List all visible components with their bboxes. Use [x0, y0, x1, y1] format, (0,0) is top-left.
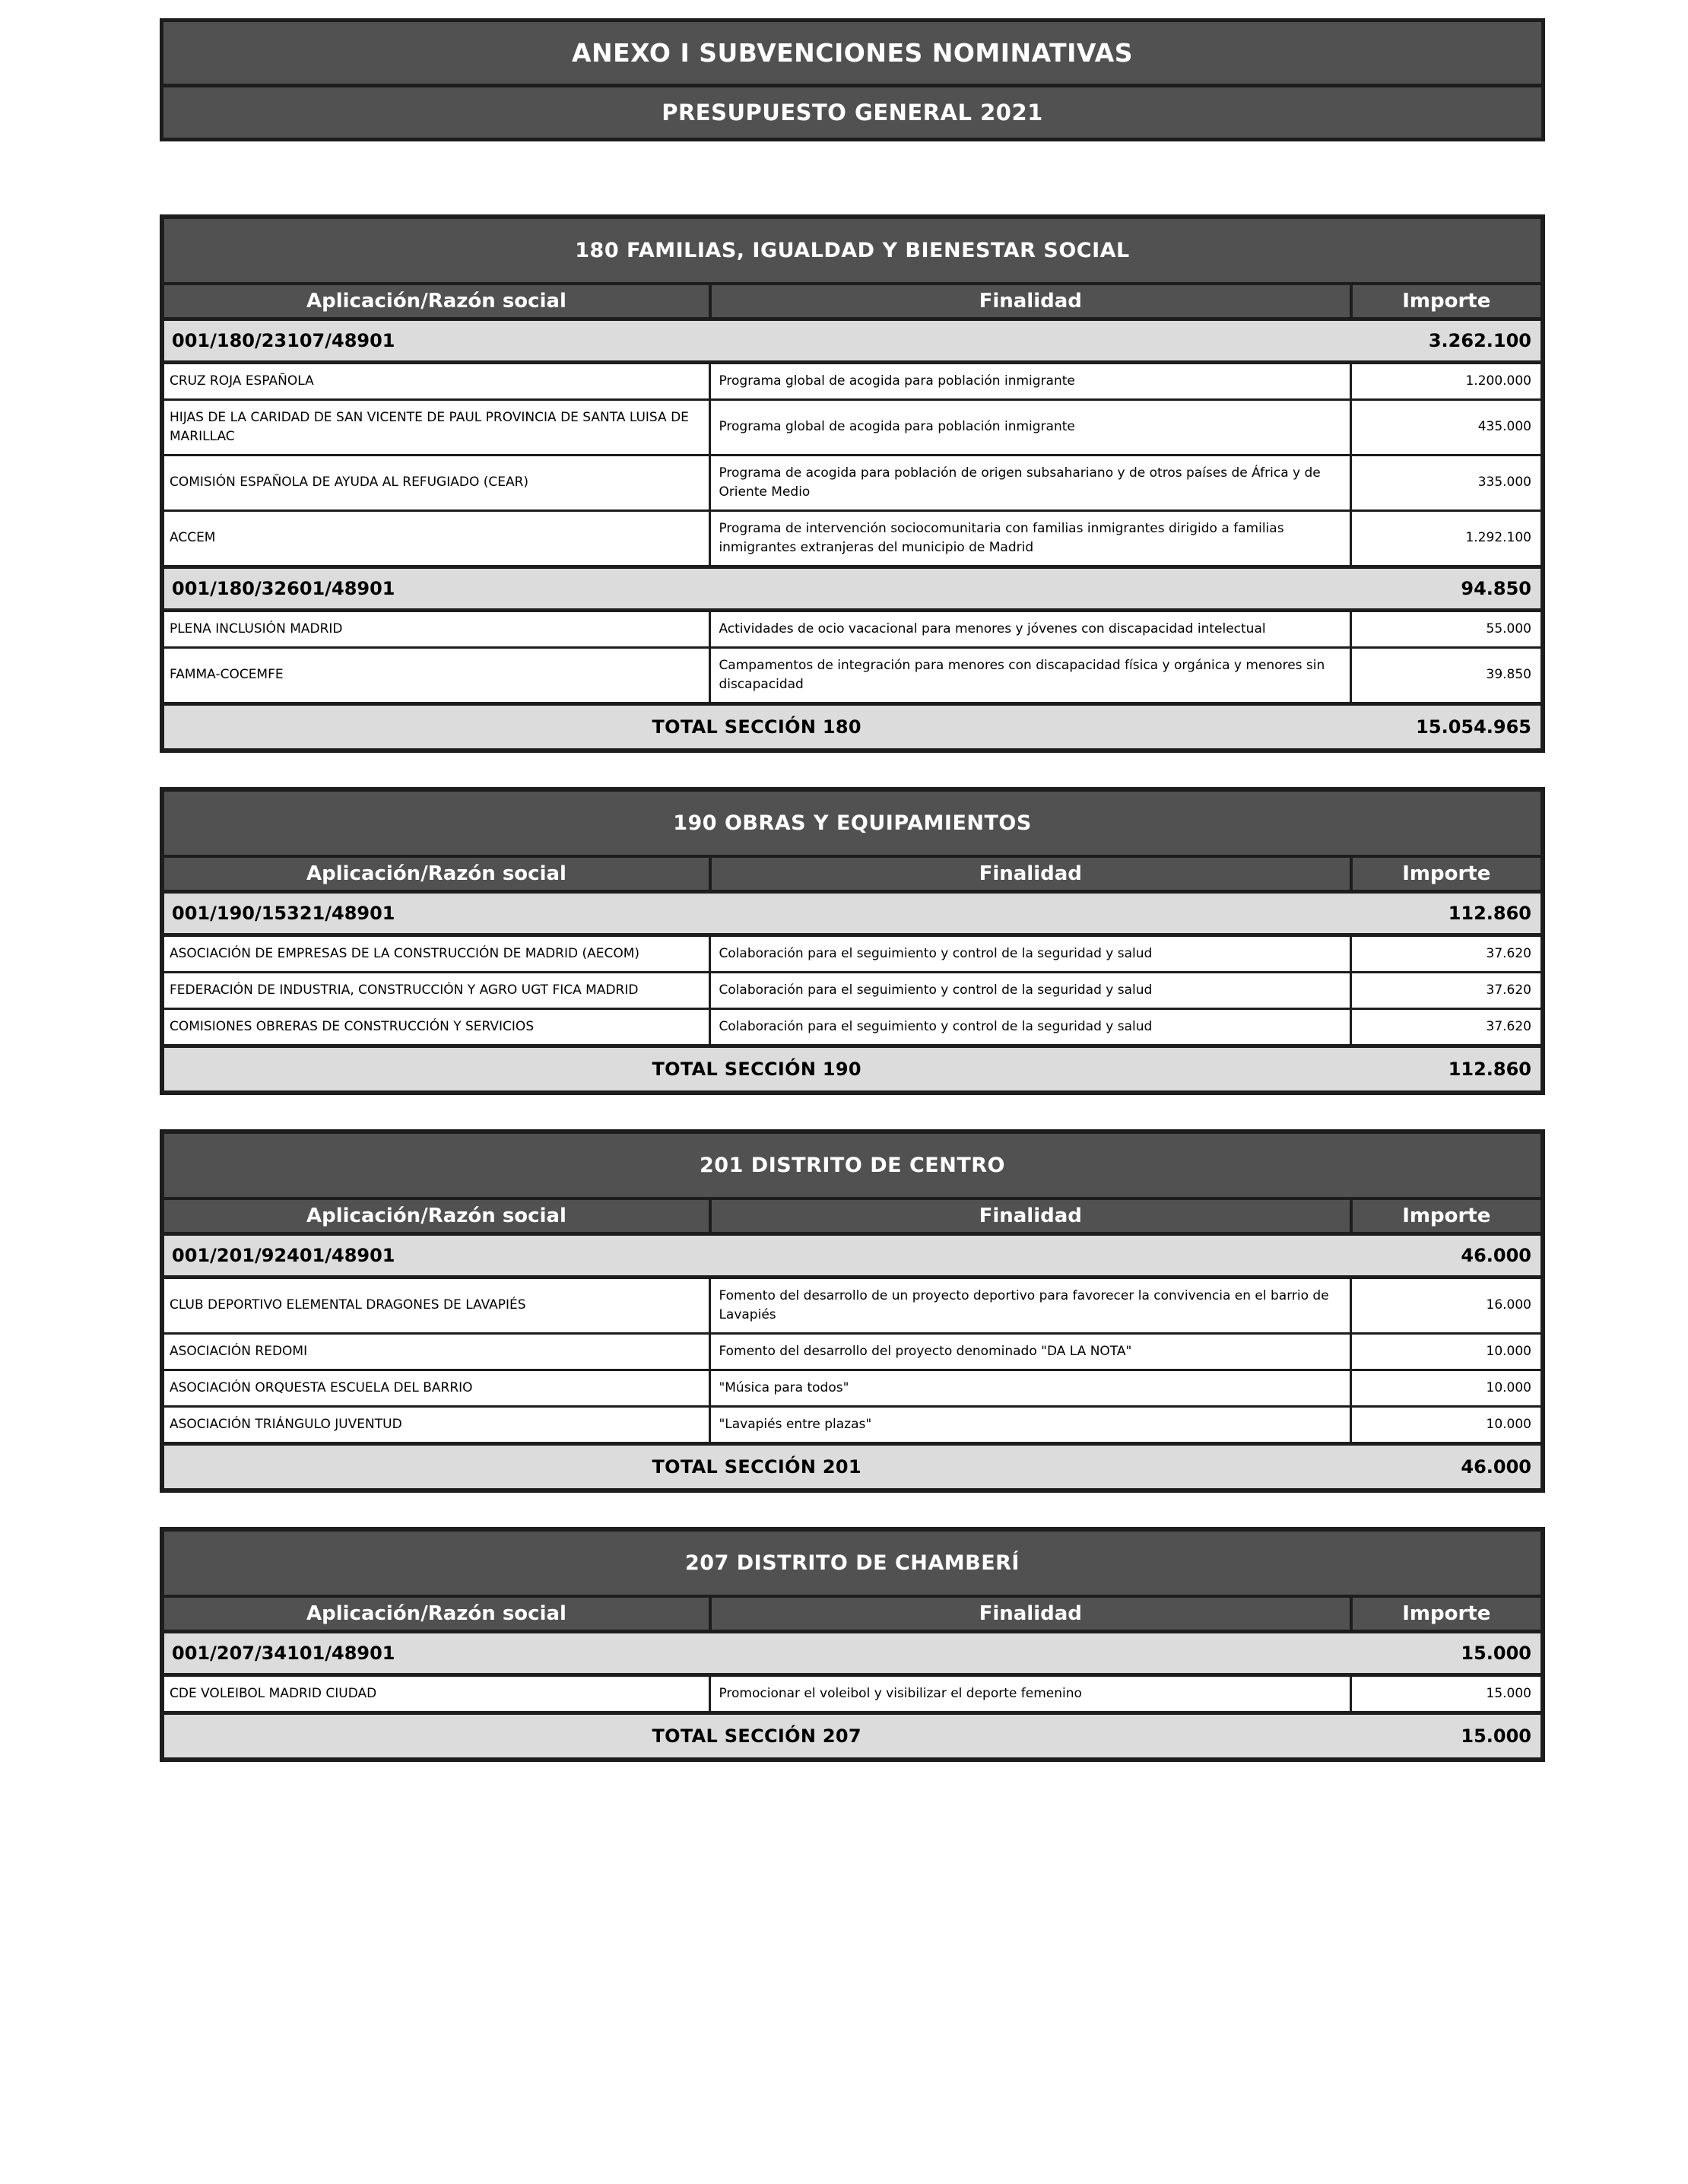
table-row [162, 647, 1543, 703]
table-row [162, 1675, 1543, 1713]
table-row [162, 1406, 1543, 1443]
table-row [162, 399, 1543, 455]
sections-container [160, 214, 1545, 1762]
amount-value: 37.620 [1351, 935, 1543, 972]
section-total-label: TOTAL SECCIÓN 207 [652, 1725, 861, 1747]
column-header-application: Aplicación/Razón social [162, 856, 710, 891]
section-title-row [162, 1529, 1543, 1596]
purpose-text: "Lavapiés entre plazas" [710, 1406, 1351, 1443]
budget-code-flex [164, 1236, 1540, 1275]
section-table [160, 214, 1545, 753]
table-row [162, 610, 1543, 647]
amount-value: 16.000 [1351, 1277, 1543, 1333]
section-table [160, 1527, 1545, 1762]
section-total-row [162, 703, 1543, 751]
section-title: 180 FAMILIAS, IGUALDAD Y BIENESTAR SOCIAL [162, 217, 1543, 284]
column-header-amount: Importe [1351, 1198, 1543, 1233]
budget-code-row [162, 319, 1543, 362]
budget-code-amount: 94.850 [1461, 577, 1531, 599]
column-header-purpose: Finalidad [710, 1198, 1351, 1233]
purpose-text: Programa global de acogida para población inmigrante [710, 399, 1351, 455]
purpose-text: Campamentos de integración para menores con discapacidad física y orgánica y menores sin discapacidad [710, 647, 1351, 703]
purpose-text: Fomento del desarrollo de un proyecto deportivo para favorecer la convivencia en el barrio de Lavapiés [710, 1277, 1351, 1333]
section-total-amount: 112.860 [1448, 1058, 1531, 1080]
amount-value: 1.200.000 [1351, 362, 1543, 399]
budget-code: 001/180/32601/48901 [172, 577, 395, 599]
budget-code-amount: 112.860 [1448, 902, 1531, 924]
purpose-text: Programa de intervención sociocomunitaria con familias inmigrantes dirigido a familias inmigrantes extranjeras del municipio de Madrid [710, 510, 1351, 567]
entity-name: FEDERACIÓN DE INDUSTRIA, CONSTRUCCIÓN Y AGRO UGT FICA MADRID [162, 972, 710, 1008]
purpose-text: "Música para todos" [710, 1370, 1351, 1406]
amount-value: 10.000 [1351, 1333, 1543, 1370]
section-title-row [162, 217, 1543, 284]
purpose-text: Colaboración para el seguimiento y control de la seguridad y salud [710, 972, 1351, 1008]
purpose-text: Programa de acogida para población de origen subsahariano y de otros países de África y de Oriente Medio [710, 455, 1351, 510]
budget-code: 001/201/92401/48901 [172, 1244, 395, 1266]
section-table [160, 1129, 1545, 1493]
budget-code-flex [164, 569, 1540, 608]
budget-code-amount: 46.000 [1461, 1244, 1531, 1266]
section-total-row [162, 1443, 1543, 1490]
budget-code-cell [162, 1631, 1543, 1675]
section-total-label: TOTAL SECCIÓN 180 [652, 716, 861, 738]
column-header-amount: Importe [1351, 1596, 1543, 1631]
table-row [162, 1277, 1543, 1333]
column-header-application: Aplicación/Razón social [162, 1596, 710, 1631]
amount-value: 37.620 [1351, 1008, 1543, 1046]
entity-name: CDE VOLEIBOL MADRID CIUDAD [162, 1675, 710, 1713]
amount-value: 15.000 [1351, 1675, 1543, 1713]
entity-name: ASOCIACIÓN TRIÁNGULO JUVENTUD [162, 1406, 710, 1443]
purpose-text: Colaboración para el seguimiento y control de la seguridad y salud [710, 935, 1351, 972]
amount-value: 1.292.100 [1351, 510, 1543, 567]
table-row [162, 362, 1543, 399]
column-header-application: Aplicación/Razón social [162, 284, 710, 319]
budget-code-cell [162, 891, 1543, 935]
entity-name: FAMMA-COCEMFE [162, 647, 710, 703]
budget-code-amount: 3.262.100 [1428, 329, 1531, 351]
section-total-amount: 15.054.965 [1416, 716, 1531, 738]
entity-name: PLENA INCLUSIÓN MADRID [162, 610, 710, 647]
section-total-row [162, 1046, 1543, 1093]
budget-code-row [162, 1233, 1543, 1277]
budget-code-row [162, 567, 1543, 610]
document-subtitle: PRESUPUESTO GENERAL 2021 [163, 87, 1541, 138]
section-total-cell [162, 1443, 1543, 1490]
budget-code-row [162, 891, 1543, 935]
budget-code-row [162, 1631, 1543, 1675]
column-header-amount: Importe [1351, 856, 1543, 891]
column-header-row [162, 284, 1543, 319]
section-total-cell [162, 703, 1543, 751]
section-total-cell [162, 1046, 1543, 1093]
document-page [160, 18, 1545, 1762]
document-title: ANEXO I SUBVENCIONES NOMINATIVAS [163, 22, 1541, 87]
budget-code-cell [162, 319, 1543, 362]
entity-name: HIJAS DE LA CARIDAD DE SAN VICENTE DE PAUL PROVINCIA DE SANTA LUISA DE MARILLAC [162, 399, 710, 455]
section-total-row [162, 1713, 1543, 1760]
purpose-text: Colaboración para el seguimiento y control de la seguridad y salud [710, 1008, 1351, 1046]
entity-name: CRUZ ROJA ESPAÑOLA [162, 362, 710, 399]
amount-value: 55.000 [1351, 610, 1543, 647]
table-row [162, 455, 1543, 510]
section-total-cell [162, 1713, 1543, 1760]
table-row [162, 1333, 1543, 1370]
budget-code-amount: 15.000 [1461, 1642, 1531, 1664]
purpose-text: Promocionar el voleibol y visibilizar el deporte femenino [710, 1675, 1351, 1713]
purpose-text: Fomento del desarrollo del proyecto denominado "DA LA NOTA" [710, 1333, 1351, 1370]
document-header [160, 18, 1545, 141]
column-header-row [162, 1198, 1543, 1233]
section-title: 190 OBRAS Y EQUIPAMIENTOS [162, 789, 1543, 856]
table-row [162, 1370, 1543, 1406]
budget-code: 001/207/34101/48901 [172, 1642, 395, 1664]
section-title-row [162, 789, 1543, 856]
entity-name: COMISIÓN ESPAÑOLA DE AYUDA AL REFUGIADO (CEAR) [162, 455, 710, 510]
purpose-text: Actividades de ocio vacacional para menores y jóvenes con discapacidad intelectual [710, 610, 1351, 647]
budget-code: 001/180/23107/48901 [172, 329, 395, 351]
table-row [162, 972, 1543, 1008]
column-header-purpose: Finalidad [710, 284, 1351, 319]
section-title: 207 DISTRITO DE CHAMBERÍ [162, 1529, 1543, 1596]
budget-code-cell [162, 567, 1543, 610]
column-header-purpose: Finalidad [710, 1596, 1351, 1631]
section-table [160, 787, 1545, 1095]
table-row [162, 1008, 1543, 1046]
section-total-label: TOTAL SECCIÓN 190 [652, 1058, 861, 1080]
amount-value: 39.850 [1351, 647, 1543, 703]
budget-code-flex [164, 321, 1540, 360]
amount-value: 10.000 [1351, 1370, 1543, 1406]
table-row [162, 935, 1543, 972]
column-header-application: Aplicación/Razón social [162, 1198, 710, 1233]
entity-name: CLUB DEPORTIVO ELEMENTAL DRAGONES DE LAVAPIÉS [162, 1277, 710, 1333]
table-row [162, 510, 1543, 567]
entity-name: ASOCIACIÓN ORQUESTA ESCUELA DEL BARRIO [162, 1370, 710, 1406]
budget-code-flex [164, 894, 1540, 933]
budget-code-cell [162, 1233, 1543, 1277]
section-total-label: TOTAL SECCIÓN 201 [652, 1455, 861, 1478]
column-header-row [162, 1596, 1543, 1631]
entity-name: ASOCIACIÓN REDOMI [162, 1333, 710, 1370]
column-header-purpose: Finalidad [710, 856, 1351, 891]
section-total-amount: 46.000 [1461, 1455, 1531, 1478]
section-total-amount: 15.000 [1461, 1725, 1531, 1747]
purpose-text: Programa global de acogida para población inmigrante [710, 362, 1351, 399]
entity-name: ACCEM [162, 510, 710, 567]
section-title: 201 DISTRITO DE CENTRO [162, 1132, 1543, 1198]
amount-value: 335.000 [1351, 455, 1543, 510]
budget-code: 001/190/15321/48901 [172, 902, 395, 924]
column-header-row [162, 856, 1543, 891]
entity-name: COMISIONES OBRERAS DE CONSTRUCCIÓN Y SERVICIOS [162, 1008, 710, 1046]
column-header-amount: Importe [1351, 284, 1543, 319]
entity-name: ASOCIACIÓN DE EMPRESAS DE LA CONSTRUCCIÓN DE MADRID (AECOM) [162, 935, 710, 972]
amount-value: 37.620 [1351, 972, 1543, 1008]
amount-value: 10.000 [1351, 1406, 1543, 1443]
amount-value: 435.000 [1351, 399, 1543, 455]
section-title-row [162, 1132, 1543, 1198]
budget-code-flex [164, 1633, 1540, 1673]
